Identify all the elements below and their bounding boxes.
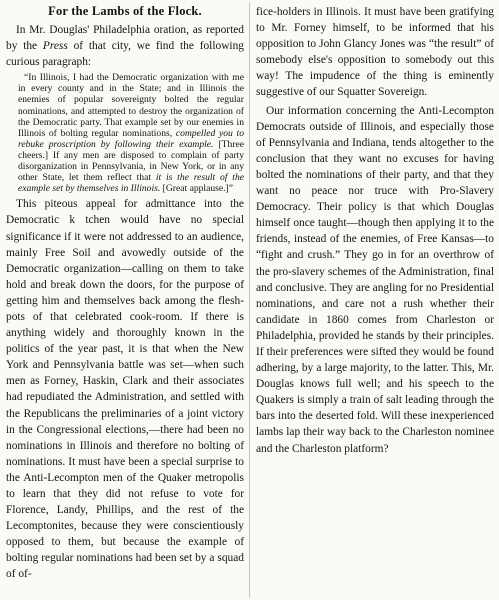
quote-text-1: “In Illinois, I had the Democratic organization with me in every county and in the State; and in Illinois the enemies of popular sovereignty bolted the regular nominations, and attempted to destroy the organization of the Democratic party. That example set by our enemies in Illinois of bolting regular nominations, (18, 72, 244, 139)
intro-text-before: In Mr. Douglas' Philadelphia oration, as reported by the (6, 24, 244, 53)
quote-italic-2: it is the result of the example set by themselves in Illinois. (18, 172, 244, 195)
paragraph-anti-lecompton: Our information concerning the Anti-Lecompton Democrats outside of Illinois, and especially those of Pennsylvania and Indiana, tends altogether to the conclusion that they want no excuses for having bolted the nominations of their party, and that they want no peace nor truce with Pro-Slavery Democracy. Their policy is that which Douglas himself once taught—though then applying it to the friends, instead of the enemies, of Free Kansas—to “fight and crush.” They go in for an overthrow of the pro-slavery schemes of the Administration, final and conclusive. They are angling for no Presidential nominations, and care not a rush whether their candidate in 1860 comes from Charleston or Philadelphia, provided he stands by their principles. If their preferences were sifted they would be found adhering, by a large majority, to the latter. This, Mr. Douglas knows full well; and his speech to the Quakers is simply a train of salt leading through the bars into the deserted fold. Will these inexperienced lambs lap their way back to the Charleston nominee and the Charleston platform? (256, 104, 494, 455)
paragraph-appeal-continued: fice-holders in Illinois. It must have been gratifying to Mr. Forney himself, to be informed that his opposition to John Glancy Jones was “the result” of somebody else's opposition to somebody out this way! The impudence of the thing is eminently suggestive of our Squatter Sovereign. (256, 6, 494, 99)
quote-italic-1: compelled you to rebuke proscription by following their example. (18, 127, 244, 150)
column-divider (249, 2, 250, 598)
intro-text-after: of that city, we find the following curious paragraph: (6, 40, 244, 69)
paragraph-appeal: This piteous appeal for admittance into the Democratic k tchen would have no special significance if it were not addressed to an audience, mainly Free Soil and avowedly outside of the Democratic organization—calling on them to take hold and break down the doors, for the purpose of getting him and themselves back among the flesh-pots of that celebrated cook-room. If there is anything widely and thoroughly known in the politics of the year past, it is that when the New York and Pennsylvania battle was set—when such men as Forney, Haskin, Clark and their associates had repudiated the Administration, and settled with the Republicans the preliminaries of a joint victory in the Congressional elections,—there had been no nominations in Illinois and therefore no bolting of nominations. It must have been a special surprise to the Anti-Lecompton men of the Quaker metropolis to learn that they did not refuse to vote for Florence, Landy, Phillips, and the rest of the Lecomptonites, because they were conscientiously opposed to them, but because the example of bolting regular nominations had been set by a squad of of- (6, 198, 244, 581)
intro-source-name: Press (42, 40, 68, 53)
quoted-paragraph (6, 72, 244, 194)
quote-text-2: [Three cheers.] If any men are disposed to complain of party disorganization in Pennsylvania, in New York, or in any other State, let them reflect that (18, 138, 245, 184)
quote-text-3: [Great applause.]” (160, 183, 233, 195)
intro-paragraph (6, 22, 244, 70)
right-column (256, 4, 494, 457)
left-column (6, 4, 244, 583)
article-headline: For the Lambs of the Flock. (48, 4, 202, 18)
